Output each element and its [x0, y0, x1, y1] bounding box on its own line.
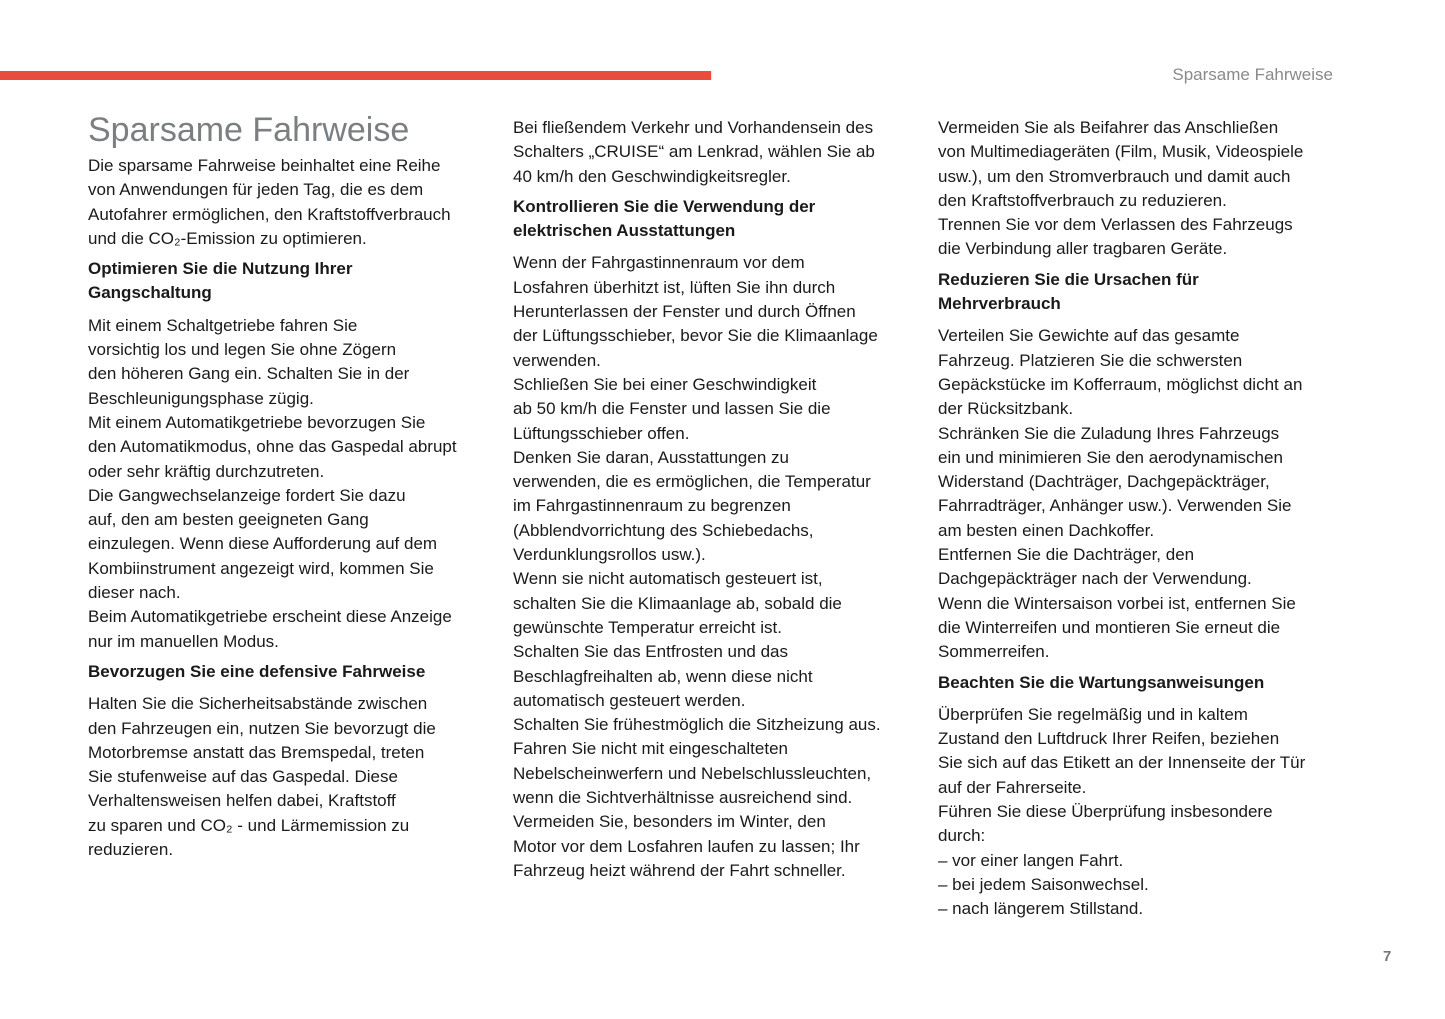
text-line: elektrischen Ausstattungen	[513, 221, 736, 241]
section-heading	[513, 195, 913, 244]
text-line: usw.), um den Stromverbrauch und damit auch	[938, 166, 1291, 186]
text-line: Wenn der Fahrgastinnenraum vor dem	[513, 253, 805, 273]
text-line: Wenn sie nicht automatisch gesteuert ist,	[513, 569, 823, 589]
paragraph	[88, 692, 488, 862]
text-line: Widerstand (Dachträger, Dachgepäckträger,	[938, 472, 1270, 492]
page-title: Sparsame Fahrweise	[88, 111, 410, 149]
text-line: schalten Sie die Klimaanlage ab, sobald die	[513, 593, 842, 613]
text-line: Gangschaltung	[88, 283, 212, 303]
paragraph	[513, 116, 913, 189]
text-line: Bei fließendem Verkehr und Vorhandensein des	[513, 118, 874, 137]
section-heading	[88, 257, 488, 306]
text-line: von Anwendungen für jeden Tag, die es dem	[88, 180, 424, 200]
header-accent-bar	[0, 71, 711, 80]
text-line: Beschleunigungsphase zügig.	[88, 388, 314, 408]
text-line: wenn die Sichtverhältnisse ausreichend sind.	[513, 788, 853, 808]
text-line: durch:	[938, 826, 986, 846]
text-line: der Lüftungsschieber, bevor Sie die Klimaanlage	[513, 326, 878, 346]
text-line: Mit einem Schaltgetriebe fahren Sie	[88, 315, 358, 335]
text-line: Lüftungsschieber offen.	[513, 423, 690, 443]
text-line: Schließen Sie bei einer Geschwindigkeit	[513, 374, 817, 394]
text-line: Nebelscheinwerfern und Nebelschlussleuchten,	[513, 763, 872, 783]
text-line: Gepäckstücke im Kofferraum, möglichst dicht an	[938, 374, 1303, 394]
paragraph	[88, 314, 488, 654]
text-line: Schalten Sie frühestmöglich die Sitzheizung aus.	[513, 715, 881, 735]
text-line: die Verbindung aller tragbaren Geräte.	[938, 239, 1228, 259]
text-line: Die sparsame Fahrweise beinhaltet eine Reihe	[88, 156, 441, 175]
text-line: Sie sich auf das Etikett an der Innenseite der Tür	[938, 753, 1306, 773]
text-line: Wenn die Wintersaison vorbei ist, entfernen Sie	[938, 593, 1296, 613]
text-line: – bei jedem Saisonwechsel.	[938, 874, 1149, 894]
text-line: dieser nach.	[88, 583, 181, 603]
text-line: den Fahrzeugen ein, nutzen Sie bevorzugt die	[88, 718, 436, 738]
text-line: Kontrollieren Sie die Verwendung der	[513, 196, 816, 216]
text-line: Optimieren Sie die Nutzung Ihrer	[88, 259, 353, 279]
text-line: Motor vor dem Losfahren laufen zu lassen; Ihr	[513, 836, 860, 856]
text-line: und die CO₂-Emission zu optimieren.	[88, 228, 367, 248]
text-line: ab 50 km/h die Fenster und lassen Sie die	[513, 399, 831, 419]
text-line: – nach längerem Stillstand.	[938, 899, 1144, 919]
text-line: nur im manuellen Modus.	[88, 631, 279, 651]
text-line: den höheren Gang ein. Schalten Sie in der	[88, 364, 410, 384]
text-line: auf, den am besten geeigneten Gang	[88, 510, 369, 530]
text-line: Schränken Sie die Zuladung Ihres Fahrzeugs	[938, 423, 1280, 443]
text-line: Herunterlassen der Fenster und durch Öffnen	[513, 302, 856, 322]
text-line: Verhaltensweisen helfen dabei, Kraftstoff	[88, 791, 396, 811]
text-line: ein und minimieren Sie den aerodynamischen	[938, 447, 1283, 467]
text-line: verwenden.	[513, 350, 601, 370]
column-2	[513, 116, 913, 883]
text-line: Sie stufenweise auf das Gaspedal. Diese	[88, 767, 398, 787]
text-line: Überprüfen Sie regelmäßig und in kaltem	[938, 704, 1248, 724]
text-line: Verteilen Sie Gewichte auf das gesamte	[938, 326, 1240, 346]
text-line: 40 km/h den Geschwindigkeitsregler.	[513, 166, 791, 186]
paragraph	[513, 251, 913, 883]
text-line: Motorbremse anstatt das Bremspedal, treten	[88, 742, 425, 762]
text-line: (Abblendvorrichtung des Schiebedachs,	[513, 520, 814, 540]
text-line: im Fahrgastinnenraum zu begrenzen	[513, 496, 791, 516]
text-line: der Rücksitzbank.	[938, 399, 1074, 419]
text-line: Autofahrer ermöglichen, den Kraftstoffverbrauch	[88, 204, 451, 224]
text-line: Beachten Sie die Wartungsanweisungen	[938, 672, 1265, 692]
paragraph	[938, 703, 1338, 922]
text-line: zu sparen und CO₂ - und Lärmemission zu	[88, 815, 410, 835]
text-line: automatisch gesteuert werden.	[513, 690, 746, 710]
text-line: Führen Sie diese Überprüfung insbesondere	[938, 802, 1273, 822]
text-line: Schalten Sie das Entfrosten und das	[513, 642, 789, 662]
text-line: auf der Fahrerseite.	[938, 777, 1087, 797]
text-line: den Automatikmodus, ohne das Gaspedal abrupt	[88, 437, 457, 457]
page-number: 7	[1383, 948, 1392, 965]
text-line: oder sehr kräftig durchzutreten.	[88, 461, 325, 481]
text-line: Die Gangwechselanzeige fordert Sie dazu	[88, 485, 406, 505]
text-line: vorsichtig los und legen Sie ohne Zögern	[88, 340, 397, 360]
text-line: Entfernen Sie die Dachträger, den	[938, 545, 1195, 565]
text-line: Sommerreifen.	[938, 642, 1050, 662]
text-line: verwenden, die es ermöglichen, die Temperatur	[513, 472, 871, 492]
text-line: Mehrverbrauch	[938, 294, 1061, 314]
text-line: Vermeiden Sie als Beifahrer das Anschließen	[938, 118, 1279, 137]
column-1	[88, 110, 488, 862]
column-3	[938, 116, 1338, 922]
text-line: Vermeiden Sie, besonders im Winter, den	[513, 812, 826, 832]
text-line: Fahrzeug heizt während der Fahrt schneller.	[513, 860, 846, 880]
text-line: – vor einer langen Fahrt.	[938, 850, 1124, 870]
text-line: einzulegen. Wenn diese Aufforderung auf dem	[88, 534, 438, 554]
text-line: von Multimediageräten (Film, Musik, Videospiele	[938, 142, 1304, 162]
paragraph	[938, 116, 1338, 262]
text-line: am besten einen Dachkoffer.	[938, 520, 1155, 540]
text-line: gewünschte Temperatur erreicht ist.	[513, 617, 782, 637]
text-line: Zustand den Luftdruck Ihrer Reifen, beziehen	[938, 729, 1280, 749]
section-heading	[938, 268, 1338, 317]
text-line: Mit einem Automatikgetriebe bevorzugen Sie	[88, 412, 426, 432]
text-line: reduzieren.	[88, 840, 174, 860]
text-line: Dachgepäckträger nach der Verwendung.	[938, 569, 1252, 589]
text-line: Beim Automatikgetriebe erscheint diese Anzeige	[88, 607, 452, 627]
text-line: Fahren Sie nicht mit eingeschalteten	[513, 739, 788, 759]
text-line: Verdunklungsrollos usw.).	[513, 545, 706, 565]
text-line: Schalters „CRUISE“ am Lenkrad, wählen Sie ab	[513, 142, 875, 162]
text-line: Reduzieren Sie die Ursachen für	[938, 269, 1199, 289]
text-line: Fahrzeug. Platzieren Sie die schwersten	[938, 350, 1243, 370]
paragraph	[88, 154, 488, 251]
paragraph	[938, 324, 1338, 664]
running-header: Sparsame Fahrweise	[1172, 65, 1333, 84]
section-heading	[88, 660, 488, 684]
text-line: Kombiinstrument angezeigt wird, kommen Sie	[88, 558, 434, 578]
section-heading	[938, 671, 1338, 695]
text-line: Fahrradträger, Anhänger usw.). Verwenden Sie	[938, 496, 1292, 516]
text-line: Losfahren überhitzt ist, lüften Sie ihn durch	[513, 277, 836, 297]
text-line: Denken Sie daran, Ausstattungen zu	[513, 447, 789, 467]
text-line: Bevorzugen Sie eine defensive Fahrweise	[88, 661, 426, 681]
text-line: Beschlagfreihalten ab, wenn diese nicht	[513, 666, 813, 686]
text-line: den Kraftstoffverbrauch zu reduzieren.	[938, 190, 1227, 210]
text-line: Trennen Sie vor dem Verlassen des Fahrzeugs	[938, 215, 1293, 235]
text-line: Halten Sie die Sicherheitsabstände zwischen	[88, 694, 428, 714]
text-line: die Winterreifen und montieren Sie erneut die	[938, 617, 1281, 637]
